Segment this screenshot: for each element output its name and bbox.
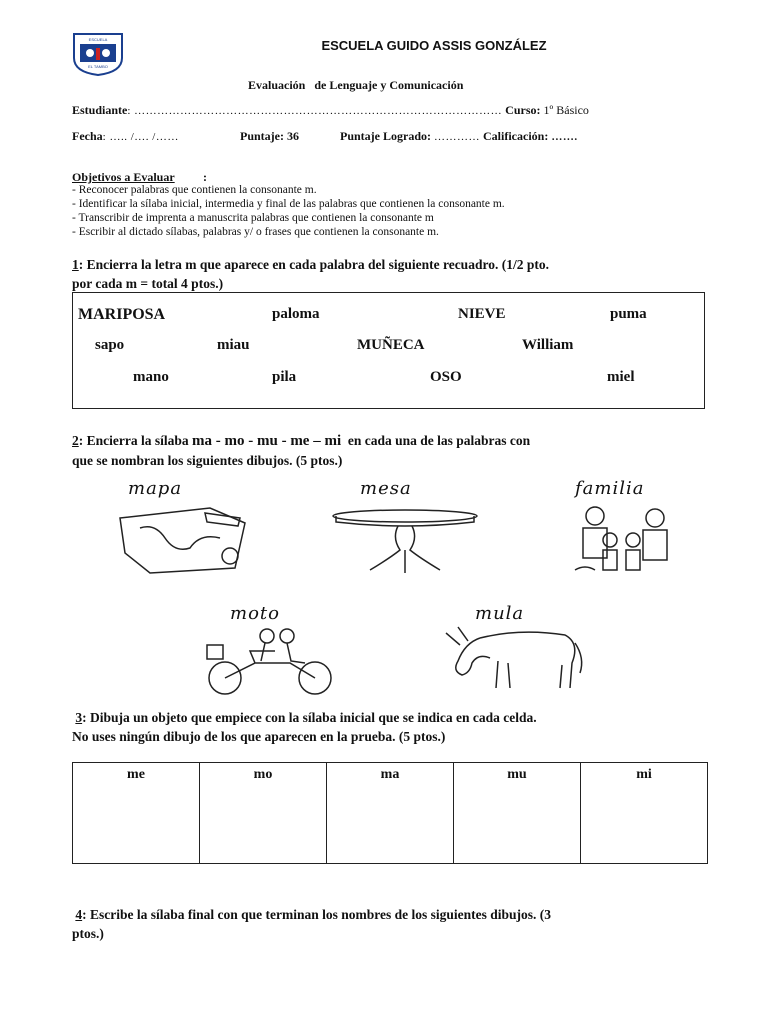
mule-icon: [440, 603, 590, 698]
question-3-line2: No uses ningún dibujo de los que aparecen en la prueba. (5 ptos.): [72, 729, 446, 744]
map-icon: [110, 478, 260, 578]
course-label: Curso:: [505, 103, 541, 117]
score-label: Puntaje: 36: [240, 129, 299, 143]
achieved-blank[interactable]: …………: [434, 131, 480, 143]
question-1: [72, 255, 549, 293]
question-2-number: 2: [72, 433, 79, 448]
objective-item: - Transcribir de imprenta a manuscrita palabras que contienen la consonante m: [72, 212, 434, 224]
question-2-text-a: : Encierra la sílaba: [78, 433, 189, 448]
grade-blank[interactable]: …….: [551, 131, 578, 143]
objectives-colon: :: [203, 170, 207, 184]
picture-label: mesa: [360, 478, 412, 499]
picture-label: moto: [230, 603, 280, 624]
objective-item: - Escribir al dictado sílabas, palabras y/ o frases que contienen la consonante m.: [72, 226, 439, 238]
date-blank[interactable]: : ….. /…. /……: [102, 131, 179, 143]
student-blank[interactable]: : ……………………………………………………………………………………: [127, 105, 503, 117]
word[interactable]: MARIPOSA: [78, 306, 166, 323]
word[interactable]: mano: [133, 369, 169, 385]
picture-label: familia: [575, 478, 645, 499]
question-3-line1: : Dibuja un objeto que empiece con la sílaba inicial que se indica en cada celda.: [82, 710, 537, 725]
grade-label: Calificación:: [483, 129, 549, 143]
question-4-line1: : Escribe la sílaba final con que terminan los nombres de los siguientes dibujos. (3: [82, 907, 552, 922]
achieved-row: [340, 129, 578, 144]
question-1-line2: por cada m = total 4 ptos.): [72, 276, 224, 291]
table-icon: [330, 478, 480, 578]
picture-mule: [440, 603, 590, 698]
school-name: ESCUELA GUIDO ASSIS GONZÁLEZ: [321, 38, 547, 53]
word[interactable]: OSO: [430, 369, 462, 385]
evaluation-subject: de Lenguaje y Comunicación: [314, 78, 464, 92]
question-3: [72, 708, 537, 746]
evaluation-label: Evaluación: [248, 78, 306, 92]
student-row: [72, 103, 589, 118]
question-2: [72, 431, 530, 470]
drawing-cell[interactable]: mo: [200, 763, 327, 864]
picture-map: [110, 478, 260, 578]
course-value: 1º Básico: [543, 103, 589, 117]
question-2-syllables: ma - mo - mu - me – mi: [192, 433, 342, 449]
question-4: [72, 905, 551, 943]
drawing-cell[interactable]: mi: [581, 763, 708, 864]
word[interactable]: pila: [272, 369, 297, 385]
drawing-grid: [72, 762, 708, 864]
objectives-title: [72, 170, 175, 185]
objective-item: - Reconocer palabras que contienen la consonante m.: [72, 184, 317, 196]
question-4-line2: ptos.): [72, 926, 104, 941]
word[interactable]: sapo: [95, 337, 125, 353]
word[interactable]: William: [522, 337, 574, 353]
objective-item: - Identificar la sílaba inicial, intermedia y final de las palabras que contienen la consonante m.: [72, 198, 505, 210]
family-icon: [565, 478, 695, 578]
date-label: Fecha: [72, 129, 103, 143]
logo-text-top: ESCUELA: [88, 37, 108, 42]
question-2-text-b: en cada una de las palabras con: [347, 433, 531, 448]
date-row: [72, 129, 179, 144]
motorcycle-icon: [195, 603, 345, 698]
word[interactable]: MUÑECA: [357, 337, 425, 353]
question-1-line1: : Encierra la letra m que aparece en cada palabra del siguiente recuadro. (1/2 pto.: [78, 257, 549, 272]
word[interactable]: NIEVE: [458, 306, 506, 322]
question-1-number: 1: [72, 257, 79, 272]
logo-text-bottom: EL TAMBO: [88, 64, 108, 69]
drawing-cell[interactable]: ma: [327, 763, 454, 864]
question-3-number: 3: [75, 710, 83, 725]
achieved-label: Puntaje Logrado:: [340, 129, 431, 143]
picture-family: [565, 478, 695, 578]
objectives-title-text: Objetivos a Evaluar: [72, 170, 175, 184]
drawing-cell[interactable]: mu: [454, 763, 581, 864]
question-2-line2: que se nombran los siguientes dibujos. (5 ptos.): [72, 453, 343, 468]
picture-label: mula: [475, 603, 525, 624]
question-4-number: 4: [75, 907, 83, 922]
student-label: Estudiante: [72, 103, 128, 117]
word[interactable]: puma: [610, 306, 647, 322]
word[interactable]: miau: [217, 337, 250, 353]
picture-motorcycle: [195, 603, 345, 698]
word[interactable]: miel: [607, 369, 635, 385]
picture-label: mapa: [128, 478, 183, 499]
evaluation-title: [248, 78, 463, 93]
drawing-cell[interactable]: me: [73, 763, 200, 864]
word[interactable]: paloma: [272, 306, 320, 322]
picture-table: [330, 478, 480, 578]
